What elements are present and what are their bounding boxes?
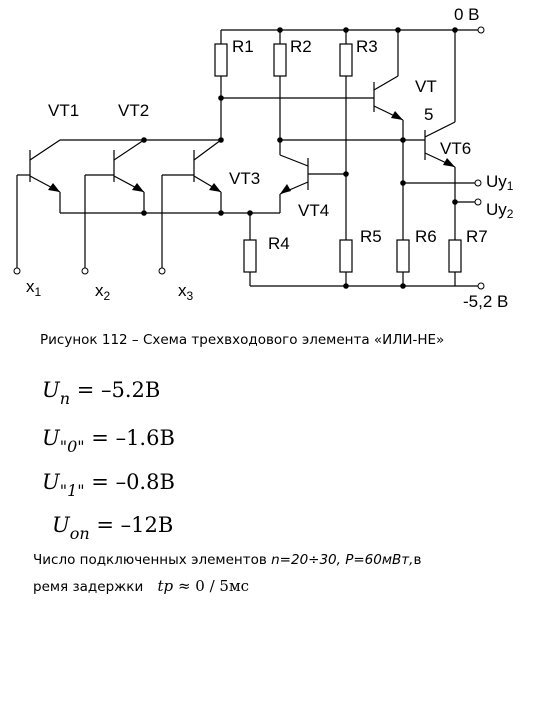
- label-x3: $x_3$: [178, 281, 194, 303]
- terminal-uy1: [475, 180, 481, 186]
- label-vt2: VT2: [118, 101, 150, 120]
- r1-resistor: [215, 44, 227, 76]
- r5-resistor: [340, 240, 352, 272]
- label-r2: R2: [290, 37, 312, 56]
- label-zero-v: 0 В: [454, 5, 480, 24]
- note-line-2: ремя задержки tp ≈ 0 / 5мс: [33, 577, 250, 595]
- label-uy1: Uy1: [486, 172, 514, 193]
- terminal-uy2: [475, 199, 481, 205]
- formula-u1: $U_{"1"} = -0.8B$: [42, 470, 175, 500]
- label-r5: R5: [360, 227, 382, 246]
- terminal-x2: [82, 268, 88, 274]
- label-vt1: VT1: [48, 101, 80, 120]
- r3-resistor: [340, 44, 352, 76]
- formula-uon: $U_{on} = -12B$: [52, 513, 174, 543]
- r2-resistor: [274, 44, 286, 76]
- diagram-labels: [26, 5, 514, 311]
- label-vt3: VT3: [229, 169, 261, 188]
- label-x2: $x_2$: [95, 281, 111, 303]
- circuit-diagram: [0, 0, 540, 325]
- label-r4: R4: [268, 234, 290, 253]
- formula-un: $U_n = -5.2B$: [42, 378, 161, 408]
- note-line-1: Число подключенных элементов n=20÷30, P=60мВт,в: [33, 552, 422, 568]
- terminal-0v: [478, 27, 484, 33]
- r6-resistor: [397, 240, 409, 272]
- label-vt5-a: VT: [415, 77, 437, 96]
- label-r7: R7: [466, 227, 488, 246]
- label-r1: R1: [232, 37, 254, 56]
- wires: [17, 30, 478, 286]
- label-minus-v: -5,2 В: [463, 292, 509, 311]
- label-r6: R6: [415, 227, 437, 246]
- figure-caption: Рисунок 112 – Схема трехвходового элемента «ИЛИ-НЕ»: [40, 332, 445, 348]
- r4-resistor: [244, 240, 256, 272]
- formula-u0: $U_{"0"} = -1.6B$: [42, 426, 175, 456]
- label-uy2: Uy2: [486, 200, 514, 221]
- label-vt4: VT4: [298, 201, 330, 220]
- label-x1: $x_1$: [26, 277, 42, 299]
- label-r3: R3: [356, 37, 378, 56]
- junction-dots: [141, 27, 458, 289]
- label-vt6: VT6: [440, 139, 472, 158]
- terminal-x3: [159, 268, 165, 274]
- terminal-minus-5v: [478, 283, 484, 289]
- label-vt5-b: 5: [424, 105, 434, 124]
- r7-resistor: [449, 240, 461, 272]
- terminal-x1: [14, 268, 20, 274]
